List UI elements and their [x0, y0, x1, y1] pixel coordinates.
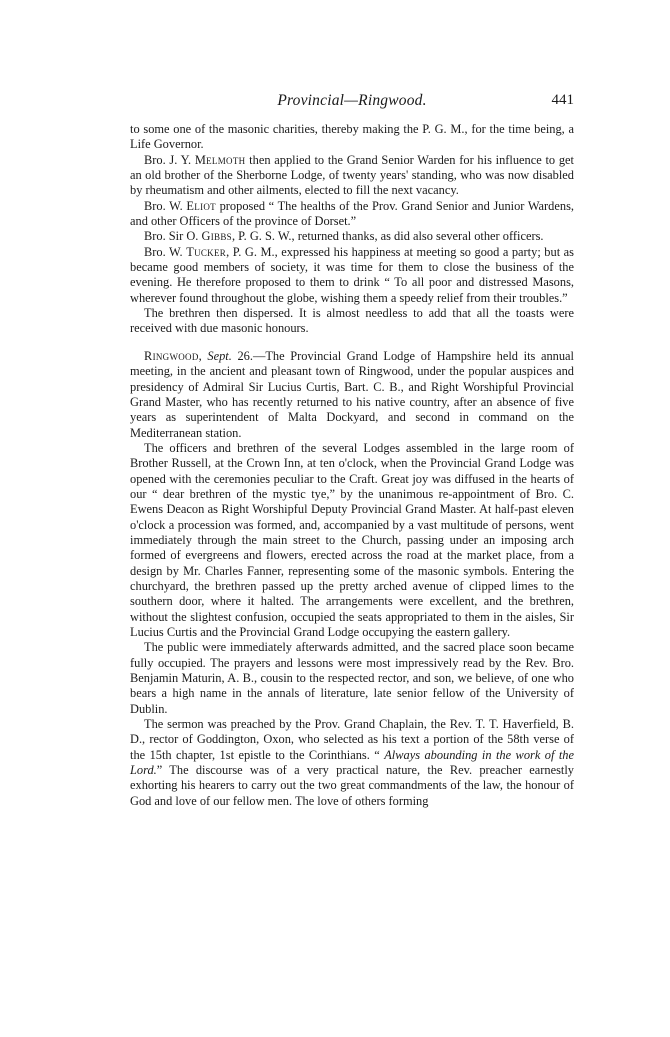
paragraph [130, 229, 574, 244]
text-run: The sermon was preached by the Prov. Grand Chaplain, the Rev. T. T. Haverfield, B. D., rector of Goddington, Oxon, who selected as his text a portion of the 58th verse of the 15th chapter, 1st epistle to the Corinthians. “ [130, 717, 574, 762]
paragraph [130, 153, 574, 199]
text-run: , [198, 348, 208, 363]
text-run: 26.—The Provincial Grand Lodge of Hampshire held its annual meeting, in the ancient and pleasant town of Ringwood, under the popular auspices and presidency of Admiral Sir Lucius Curtis, Bart. C. B., and Right Worshipful Provincial Grand Master, who has recently returned to his native country, after an absence of five years as superintendent of Malta Dockyard, and second in command on the Mediterranean station. [130, 348, 574, 440]
italic-text: Sept. [207, 348, 232, 363]
text-run: Bro. W. [144, 198, 187, 213]
paragraph [130, 441, 574, 640]
text-run: ” The discourse was of a very practical nature, the Rev. preacher earnestly exhorting his hearers to carry out the two great commandments of the law, the honour of God and love of our fellow men. The love of others forming [130, 763, 574, 808]
small-caps-name: Melmoth [194, 152, 246, 167]
text-run: then applied to the Grand Senior Warden for his influence to get an old brother of the Sherborne Lodge, of twenty years' standing, who was now disabled by rheumatism and other ailments, elected to fill the next vacancy. [130, 152, 574, 198]
small-caps-name: Tucker [186, 244, 227, 259]
page-number: 441 [551, 92, 574, 108]
paragraph [130, 199, 574, 230]
body-text [130, 122, 574, 809]
paragraph [130, 640, 574, 717]
text-run: Bro. J. Y. [144, 152, 195, 167]
paragraph [130, 306, 574, 337]
text-run: The officers and brethren of the several Lodges assembled in the large room of Brother Russell, at the Crown Inn, at ten o'clock, when the Provincial Grand Lodge was opened with the ceremonies peculiar to the Craft. Great joy was diffused in the hearts of our “ dear brethren of the mystic tye,” by the unanimous re-appointment of Bro. C. Ewens Deacon as Right Worshipful Deputy Provincial Grand Master. At half-past eleven o'clock a procession was formed, and, accompanied by a vast multitude of persons, went immediately through the main street to the Church, passing under an imposing arch formed of evergreens and flowers, erected across the road at the market place, from a design by Mr. Charles Fanner, representing some of the masonic symbols. Entering the churchyard, the brethren passed up the pretty arched avenue of clipped limes to the southern door, where it halted. The arrangements were excellent, and the brethren, without the slightest confusion, occupied the seats appropriated to them in the aisles, Sir Lucius Curtis and the Provincial Grand Lodge occupying the eastern gallery. [130, 440, 574, 639]
paragraph [130, 245, 574, 306]
text-run: Bro. Sir O. [144, 229, 202, 244]
text-run: The brethren then dispersed. It is almost needless to add that all the toasts were received with due masonic honours. [130, 306, 574, 336]
text-run: proposed “ The healths of the Prov. Grand Senior and Junior Wardens, and other Officers of the province of Dorset.” [130, 198, 574, 229]
running-title: Provincial—Ringwood. [277, 92, 427, 109]
paragraph [130, 122, 574, 153]
text-run: to some one of the masonic charities, thereby making the P. G. M., for the time being, a Life Governor. [130, 122, 574, 152]
italic-text: Always abounding in the work of the Lord. [130, 747, 575, 778]
text-run: , P. G. S. W., returned thanks, as did also several other officers. [231, 229, 544, 244]
small-caps-name: Gibbs [201, 229, 232, 244]
page-header [130, 92, 574, 114]
text-run: , P. G. M., expressed his happiness at meeting so good a party; but as became good members of society, it was time for them to close the business of the evening. He therefore proposed to them to drink “ To all poor and distressed Masons, wherever found throughout the globe, wishing them a speedy relief from their troubles.” [130, 244, 574, 305]
small-caps-name: Ringwood [144, 348, 199, 363]
small-caps-name: Eliot [186, 198, 216, 213]
text-run: The public were immediately afterwards admitted, and the sacred place soon became fully occupied. The prayers and lessons were most impressively read by the Rev. Bro. Benjamin Maturin, A. B., cousin to the respected rector, and son, we believe, of one who bears a high name in the annals of literature, late senior fellow of the University of Dublin. [130, 640, 574, 716]
paragraph [130, 717, 574, 809]
text-run: Bro. W. [144, 244, 187, 259]
paragraph [130, 349, 574, 441]
